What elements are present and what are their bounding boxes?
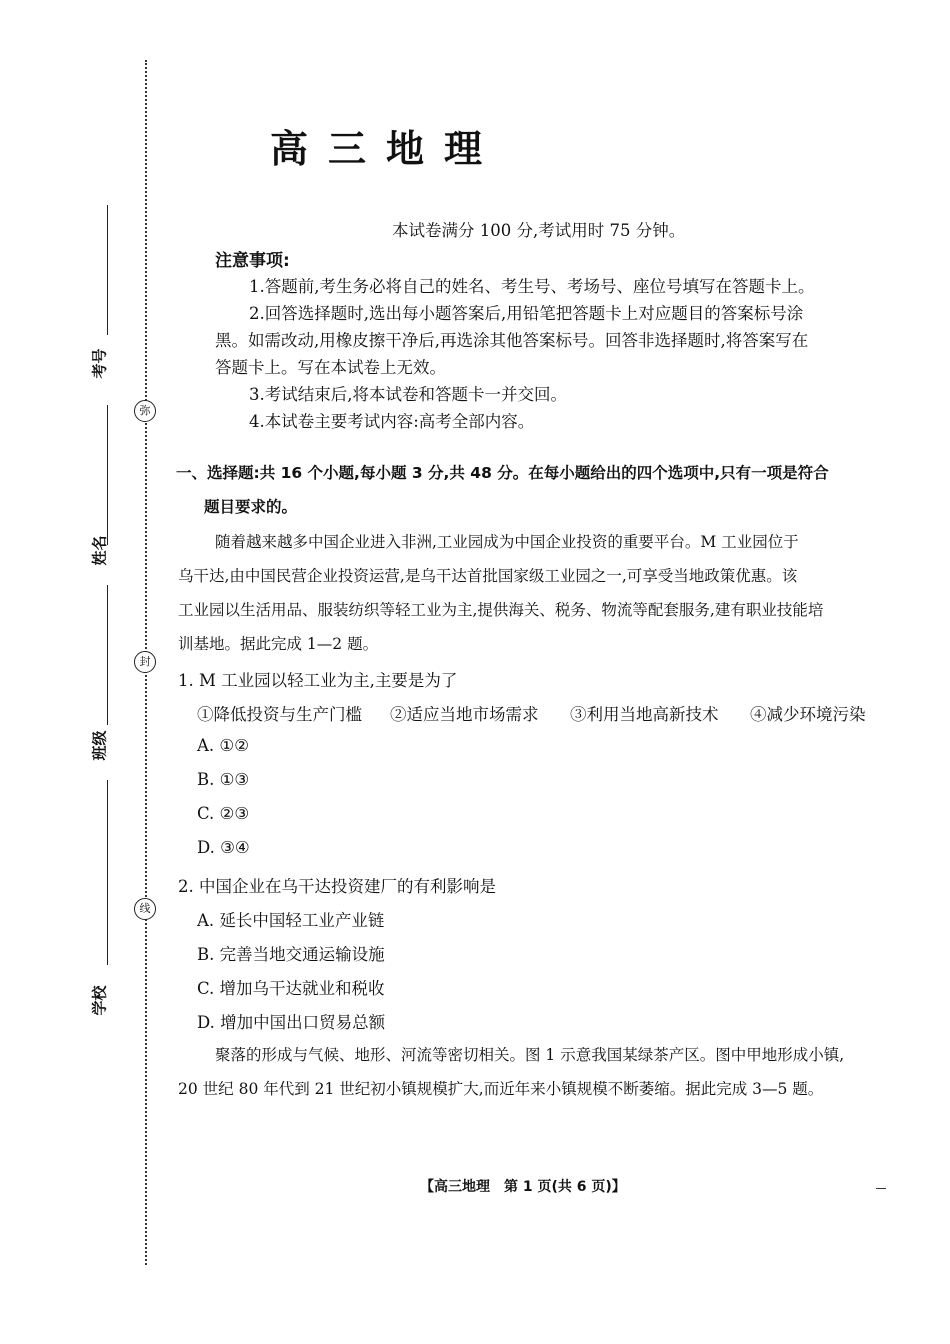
notice-line: 1.答题前,考生务必将自己的姓名、考生号、考场号、座位号填写在答题卡上。	[249, 277, 815, 296]
question-1-item: ①降低投资与生产门槛	[197, 705, 362, 724]
page-footer: 【高三地理 第 1 页(共 6 页)】	[420, 1179, 626, 1195]
passage-line: 工业园以生活用品、服装纺织等轻工业为主,提供海关、税务、物流等配套服务,建有职业技能培	[178, 601, 824, 619]
exam-number-line	[107, 205, 108, 335]
binding-margin	[0, 0, 170, 1344]
section-heading: 一、选择题:共 16 个小题,每小题 3 分,共 48 分。在每小题给出的四个选项中,只有一项是符合	[176, 464, 829, 482]
class-label: 班级	[90, 730, 109, 761]
question-1-stem: 1. M 工业园以轻工业为主,主要是为了	[178, 671, 458, 690]
question-2-option-d: D. 增加中国出口贸易总额	[197, 1013, 386, 1032]
name-label: 姓名	[90, 535, 109, 566]
notice-line: 2.回答选择题时,选出每小题答案后,用铅笔把答题卡上对应题目的答案标号涂	[249, 304, 804, 323]
question-1-option-b: B. ①③	[197, 770, 250, 789]
class-line	[107, 780, 108, 965]
question-1-option-c: C. ②③	[197, 804, 250, 823]
seal-mark-feng: 封	[134, 651, 156, 673]
notice-line: 答题卡上。写在本试卷上无效。	[215, 358, 446, 377]
question-1-item: ③利用当地高新技术	[570, 705, 719, 724]
passage-line: 随着越来越多中国企业进入非洲,工业园成为中国企业投资的重要平台。M 工业园位于	[215, 533, 799, 551]
notice-heading: 注意事项:	[215, 251, 290, 271]
question-1-option-d: D. ③④	[197, 838, 250, 857]
question-2-option-b: B. 完善当地交通运输设施	[197, 945, 385, 964]
question-1-item: ④减少环境污染	[750, 705, 866, 724]
exam-number-label: 考号	[90, 348, 109, 379]
passage-line: 乌干达,由中国民营企业投资运营,是乌干达首批国家级工业园之一,可享受当地政策优惠。该	[178, 567, 798, 585]
notice-line: 3.考试结束后,将本试卷和答题卡一并交回。	[249, 385, 567, 404]
corner-mark	[876, 1188, 886, 1189]
passage-line: 训基地。据此完成 1—2 题。	[178, 635, 379, 653]
exam-info: 本试卷满分 100 分,考试用时 75 分钟。	[392, 221, 686, 240]
question-2-option-c: C. 增加乌干达就业和税收	[197, 979, 385, 998]
passage-line: 20 世纪 80 年代到 21 世纪初小镇规模扩大,而近年来小镇规模不断萎缩。据此完成 3—5 题。	[178, 1080, 824, 1098]
notice-line: 4.本试卷主要考试内容:高考全部内容。	[249, 412, 535, 431]
school-label: 学校	[90, 985, 109, 1016]
seal-mark-mi: 弥	[134, 400, 156, 422]
question-1-option-a: A. ①②	[197, 736, 249, 755]
question-2-option-a: A. 延长中国轻工业产业链	[197, 911, 385, 930]
seal-mark-xian: 线	[134, 898, 156, 920]
passage-line: 聚落的形成与气候、地形、河流等密切相关。图 1 示意我国某绿茶产区。图中甲地形成小镇,	[215, 1046, 845, 1064]
notice-line: 黑。如需改动,用橡皮擦干净后,再选涂其他答案标号。回答非选择题时,将答案写在	[215, 331, 809, 350]
exam-number-line-lower	[107, 405, 108, 545]
section-heading-cont: 题目要求的。	[204, 498, 298, 516]
name-line	[107, 585, 108, 725]
question-2-stem: 2. 中国企业在乌干达投资建厂的有利影响是	[178, 877, 496, 896]
page-title: 高三地理	[270, 127, 503, 171]
question-1-item: ②适应当地市场需求	[390, 705, 539, 724]
